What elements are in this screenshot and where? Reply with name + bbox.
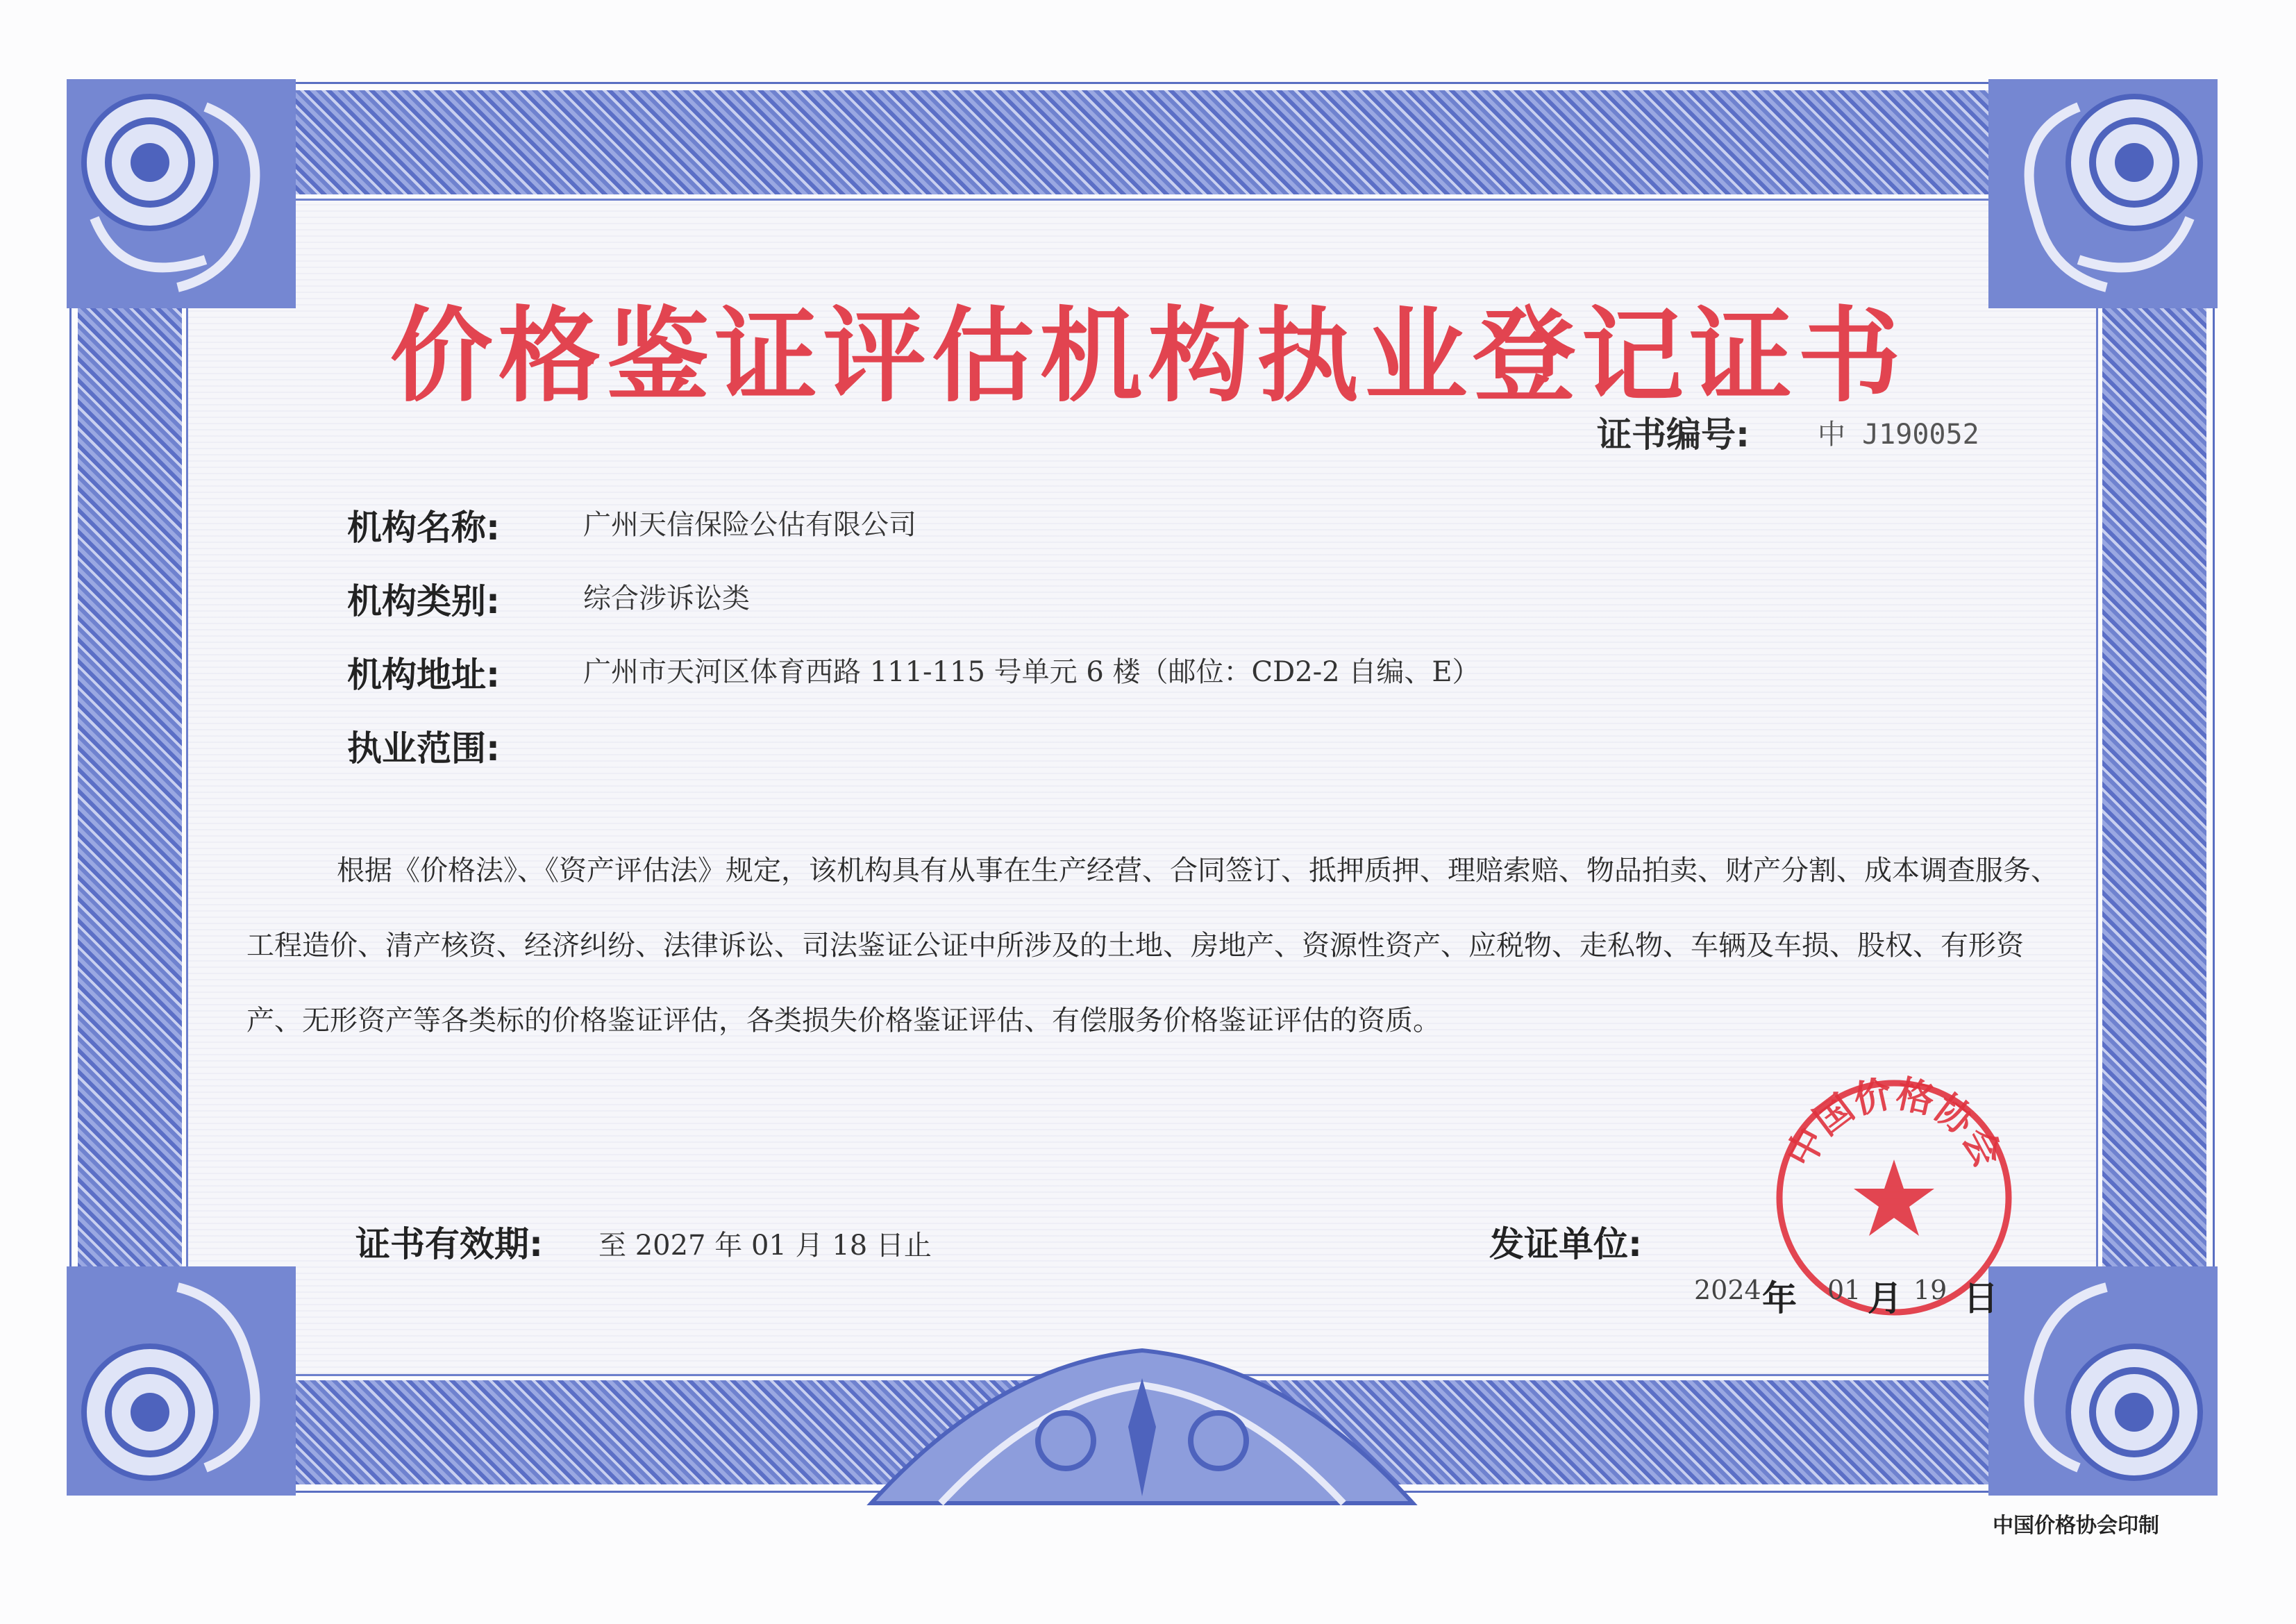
certificate-number-label: 证书编号: xyxy=(1597,415,1750,455)
org-name-value: 广州天信保险公估有限公司 xyxy=(583,509,916,541)
issue-year: 2024 xyxy=(1694,1275,1761,1305)
issue-date xyxy=(1694,1271,2041,1326)
scope-line: 成本调查服务、工程造价、清产核资、经济纠纷、法律诉讼、司法鉴证公证中所涉及的土地、房地产、资源性资产、应税物、走私物、 xyxy=(246,855,2059,962)
issuer-label: 发证单位: xyxy=(1489,1224,1642,1264)
issue-month: 01 xyxy=(1827,1275,1861,1305)
issue-month-unit: 月 xyxy=(1868,1278,1902,1319)
certificate-number-value: 中 J190052 xyxy=(1818,419,1979,451)
scope-paragraph xyxy=(246,833,2059,1058)
org-type-label: 机构类别: xyxy=(347,581,500,621)
org-name-label: 机构名称: xyxy=(347,508,500,548)
scope-line: 车辆及车损、股权、有形资产、无形资产等各类标的价格鉴证评估，各类损失价格鉴证评估、有偿服务价格鉴证评估的资质。 xyxy=(246,930,2024,1037)
issue-day-unit: 日 xyxy=(1963,1278,1998,1319)
practice-scope-label: 执业范围: xyxy=(347,728,500,769)
corner-ornament-icon xyxy=(67,1266,296,1496)
validity-value: 至 2027 年 01 月 18 日止 xyxy=(598,1230,932,1262)
printer-note: 中国价格协会印制 xyxy=(1993,1514,2159,1538)
org-address-value: 广州市天河区体育西路 111-115 号单元 6 楼（邮位：CD2-2 自编、E） xyxy=(583,656,1480,688)
bottom-ornament-icon xyxy=(857,1337,1427,1510)
svg-text:中国价格协会 xyxy=(1778,1073,2010,1174)
issue-day: 19 xyxy=(1913,1275,1947,1305)
org-type-value: 综合涉诉讼类 xyxy=(583,583,750,614)
scope-line: 根据《价格法》、《资产评估法》规定，该机构具有从事在生产经营、合同签订、抵押质押、理赔索赔、物品拍卖、财产分割、 xyxy=(337,855,1864,887)
org-address-label: 机构地址: xyxy=(347,655,500,695)
validity-label: 证书有效期: xyxy=(355,1224,543,1264)
issue-year-unit: 年 xyxy=(1762,1278,1797,1319)
seal-text: 中国价格协会 xyxy=(1777,1073,2011,1175)
certificate-title: 价格鉴证评估机构执业登记证书 xyxy=(389,295,1907,416)
